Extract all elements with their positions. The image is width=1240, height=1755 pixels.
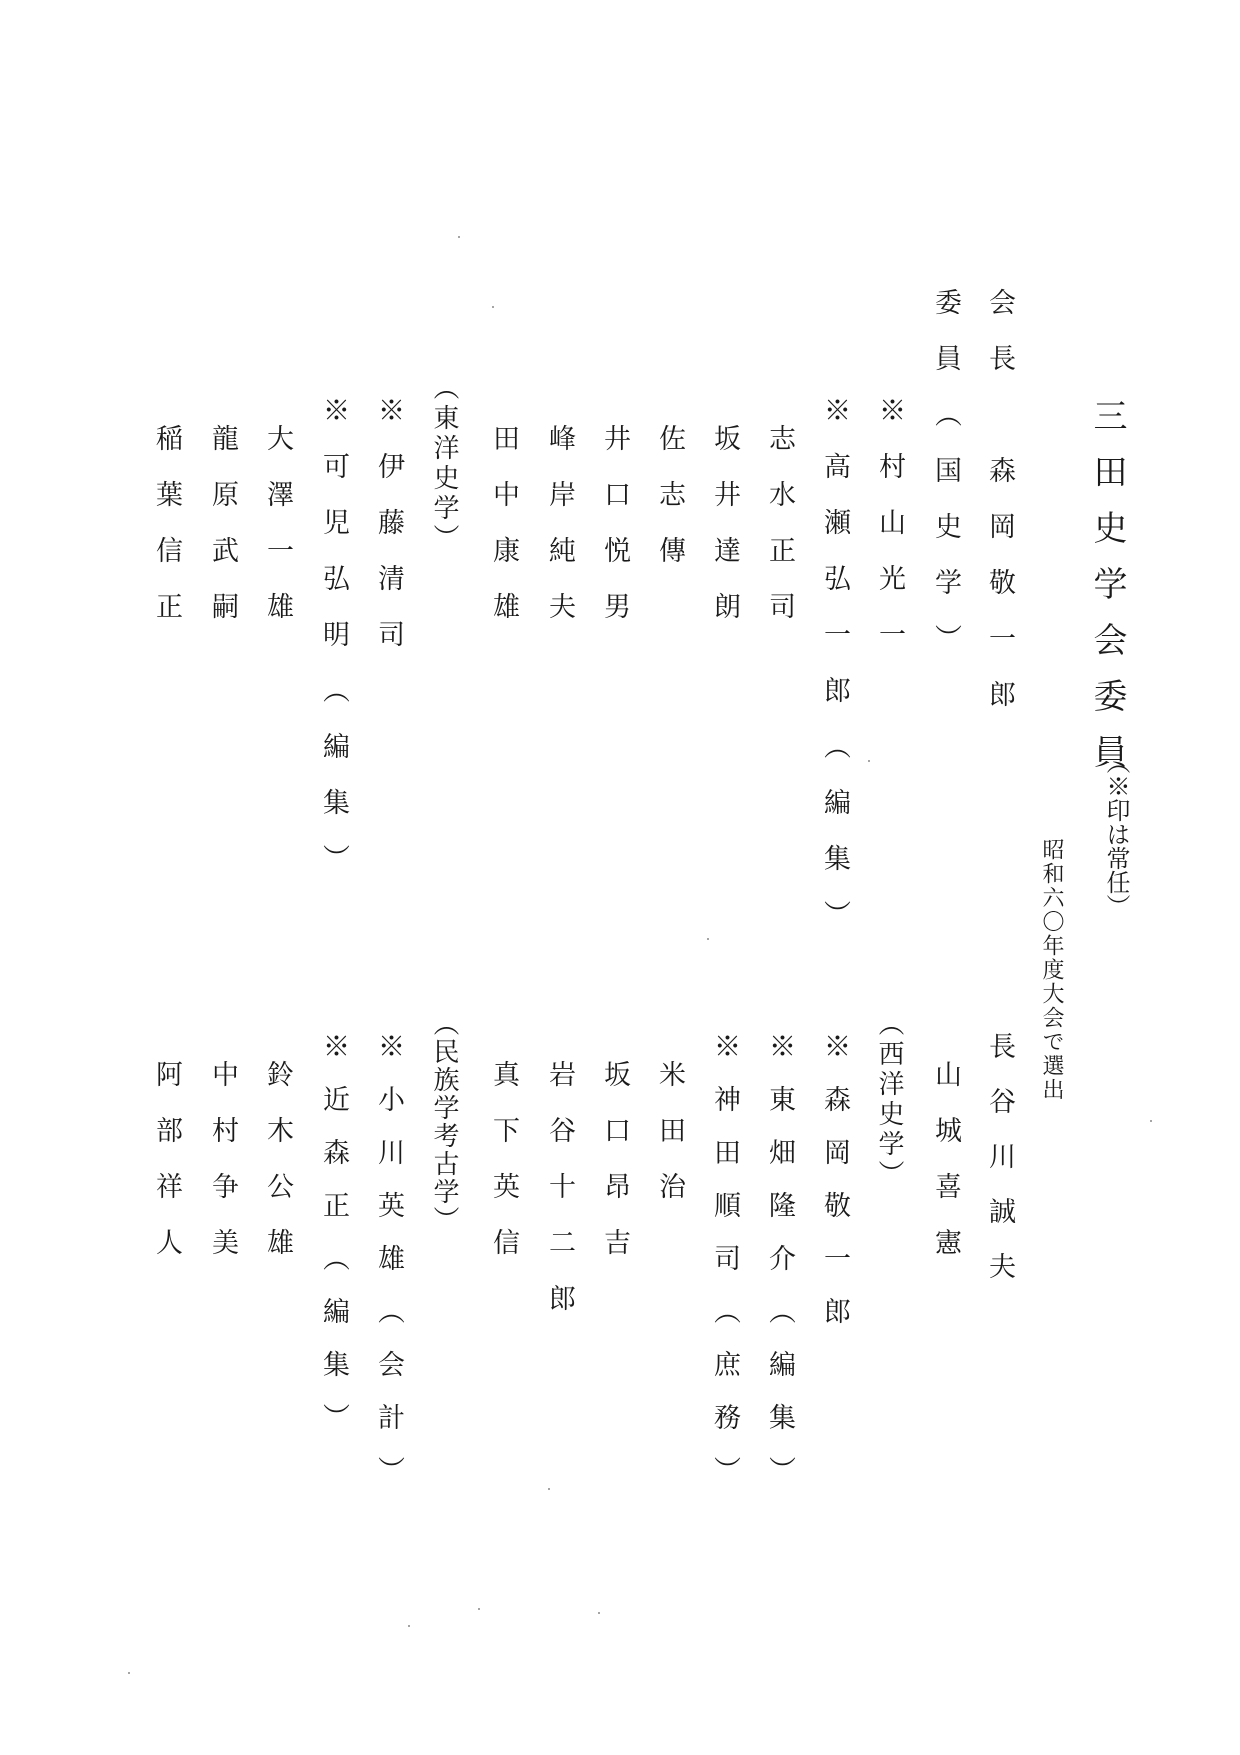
member-name: 井口悦男 xyxy=(599,424,630,648)
member-name: 志水正司 xyxy=(764,424,795,648)
member-name: 鈴木公雄 xyxy=(262,1060,293,1284)
member-name: 龍原武嗣 xyxy=(207,424,238,648)
member-name: 坂井達朗 xyxy=(709,424,740,648)
section-heading-western-history: （西洋史学） xyxy=(874,1010,904,1190)
scan-speck xyxy=(598,1612,600,1614)
selection-note: 昭和六〇年度大会で選出 xyxy=(1039,838,1064,1102)
scan-speck xyxy=(408,1625,410,1627)
scan-speck xyxy=(548,1488,550,1490)
member-name: 佐志傳 xyxy=(654,424,685,592)
page-title: 三田史学会委員 xyxy=(1087,398,1127,790)
member-name: 坂口昂吉 xyxy=(599,1060,630,1284)
scan-speck xyxy=(1150,1120,1152,1122)
member-name: ※可児弘明（編集） xyxy=(318,396,349,900)
member-name: 真下英信 xyxy=(488,1060,519,1284)
member-name: ※高瀬弘一郎（編集） xyxy=(819,396,850,956)
member-name: ※近森正（編集） xyxy=(318,1032,349,1456)
scan-speck xyxy=(492,306,494,308)
member-name: 大澤一雄 xyxy=(262,424,293,648)
member-name: 稲葉信正 xyxy=(151,424,182,648)
section-heading-oriental-history: （東洋史学） xyxy=(429,374,459,554)
member-name: 米田治 xyxy=(654,1060,685,1228)
committee-heading-japanese-history: 委員（国史学） xyxy=(930,288,961,680)
member-name: ※村山光一 xyxy=(874,396,905,676)
scan-speck xyxy=(458,236,460,238)
member-name: ※伊藤清司 xyxy=(373,396,404,676)
member-name: ※神田順司（庶務） xyxy=(709,1032,740,1509)
scan-speck xyxy=(868,760,870,762)
section-heading-ethnology-archaeology: （民族学考古学） xyxy=(429,1010,459,1234)
member-name: ※小川英雄（会計） xyxy=(373,1032,404,1509)
scan-speck xyxy=(128,1672,130,1674)
president-column: 会長 森岡敬一郎 xyxy=(984,288,1015,736)
member-name: 田中康雄 xyxy=(488,424,519,648)
member-name: 山城喜憲 xyxy=(930,1060,961,1284)
member-name: ※東畑隆介（編集） xyxy=(764,1032,795,1509)
member-name: 岩谷十二郎 xyxy=(544,1060,575,1340)
scan-speck xyxy=(707,938,709,940)
scan-speck xyxy=(478,1608,480,1610)
member-name: 峰岸純夫 xyxy=(544,424,575,648)
permanent-member-note: （※印は常任） xyxy=(1102,750,1130,918)
member-name: 中村争美 xyxy=(207,1060,238,1284)
member-name: 長谷川誠夫 xyxy=(984,1032,1015,1307)
member-name: ※森岡敬一郎 xyxy=(819,1032,850,1350)
member-name: 阿部祥人 xyxy=(151,1060,182,1284)
